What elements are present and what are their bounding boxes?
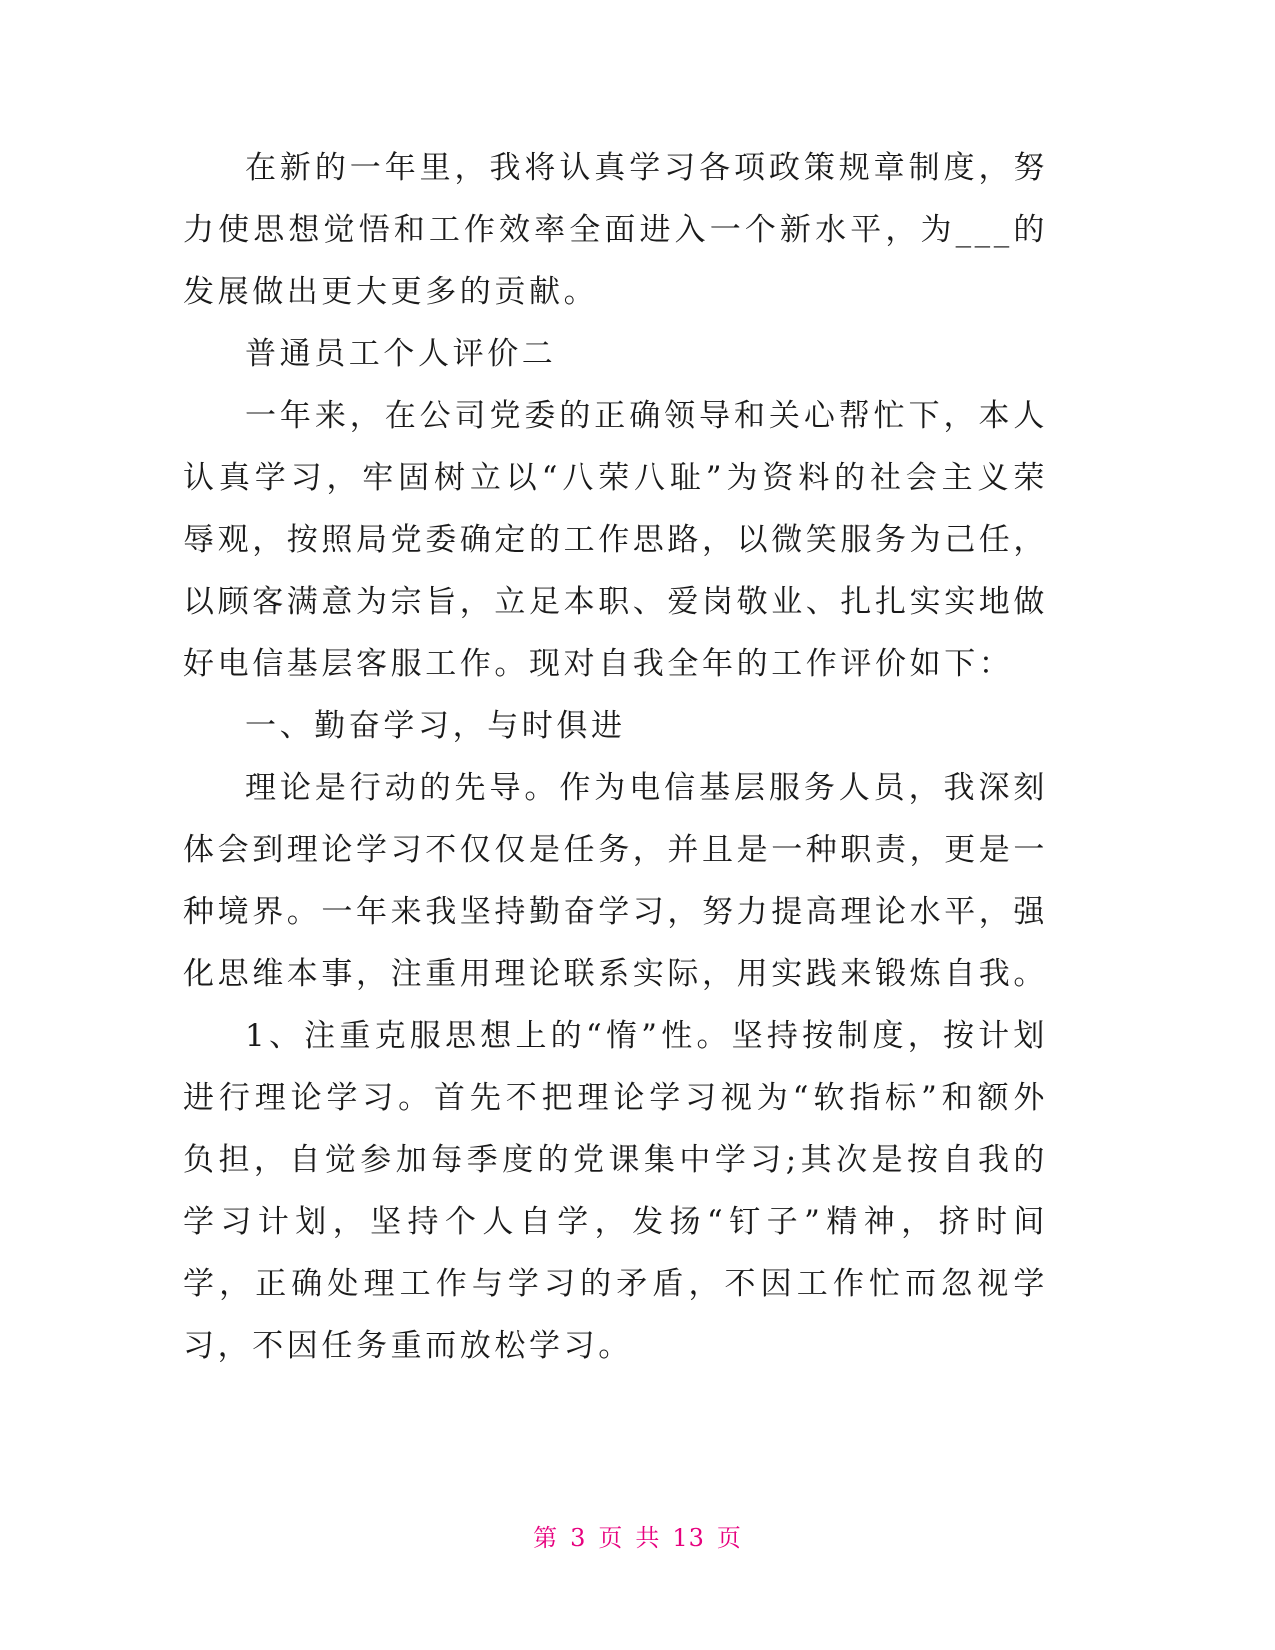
page-word: 页 (598, 1524, 624, 1552)
paragraph-closing: 在新的一年里，我将认真学习各项政策规章制度，努力使思想觉悟和工作效率全面进入一个新水平，为___的发展做出更大更多的贡献。 (183, 150, 1048, 310)
page-prefix: 第 (533, 1524, 559, 1552)
total-prefix: 共 (635, 1524, 661, 1552)
document-body (183, 137, 1048, 1377)
paragraph-intro: 一年来，在公司党委的正确领导和关心帮忙下，本人认真学习，牢固树立以“八荣八耻”为资料的社会主义荣辱观，按照局党委确定的工作思路，以微笑服务为己任，以顾客满意为宗旨，立足本职、爱岗敬业、扎扎实实地做好电信基层客服工作。现对自我全年的工作评价如下： (183, 398, 1048, 682)
current-page-number: 3 (570, 1524, 587, 1552)
section-title-evaluation-two: 普通员工个人评价二 (245, 336, 557, 372)
page-number-footer (0, 1518, 1275, 1553)
page-word-end: 页 (716, 1524, 742, 1552)
paragraph-point-one: 1、注重克服思想上的“惰”性。坚持按制度，按计划进行理论学习。首先不把理论学习视为“软指标”和额外负担，自觉参加每季度的党课集中学习;其次是按自我的学习计划，坚持个人自学，发扬“钉子”精神，挤时间学，正确处理工作与学习的矛盾，不因工作忙而忽视学习，不因任务重而放松学习。 (183, 1018, 1048, 1364)
heading-diligent-study: 一、勤奋学习，与时俱进 (245, 708, 626, 744)
paragraph-theory: 理论是行动的先导。作为电信基层服务人员，我深刻体会到理论学习不仅仅是任务，并且是一种职责，更是一种境界。一年来我坚持勤奋学习，努力提高理论水平，强化思维本事，注重用理论联系实际，用实践来锻炼自我。 (183, 770, 1048, 992)
total-page-number: 13 (672, 1524, 705, 1552)
